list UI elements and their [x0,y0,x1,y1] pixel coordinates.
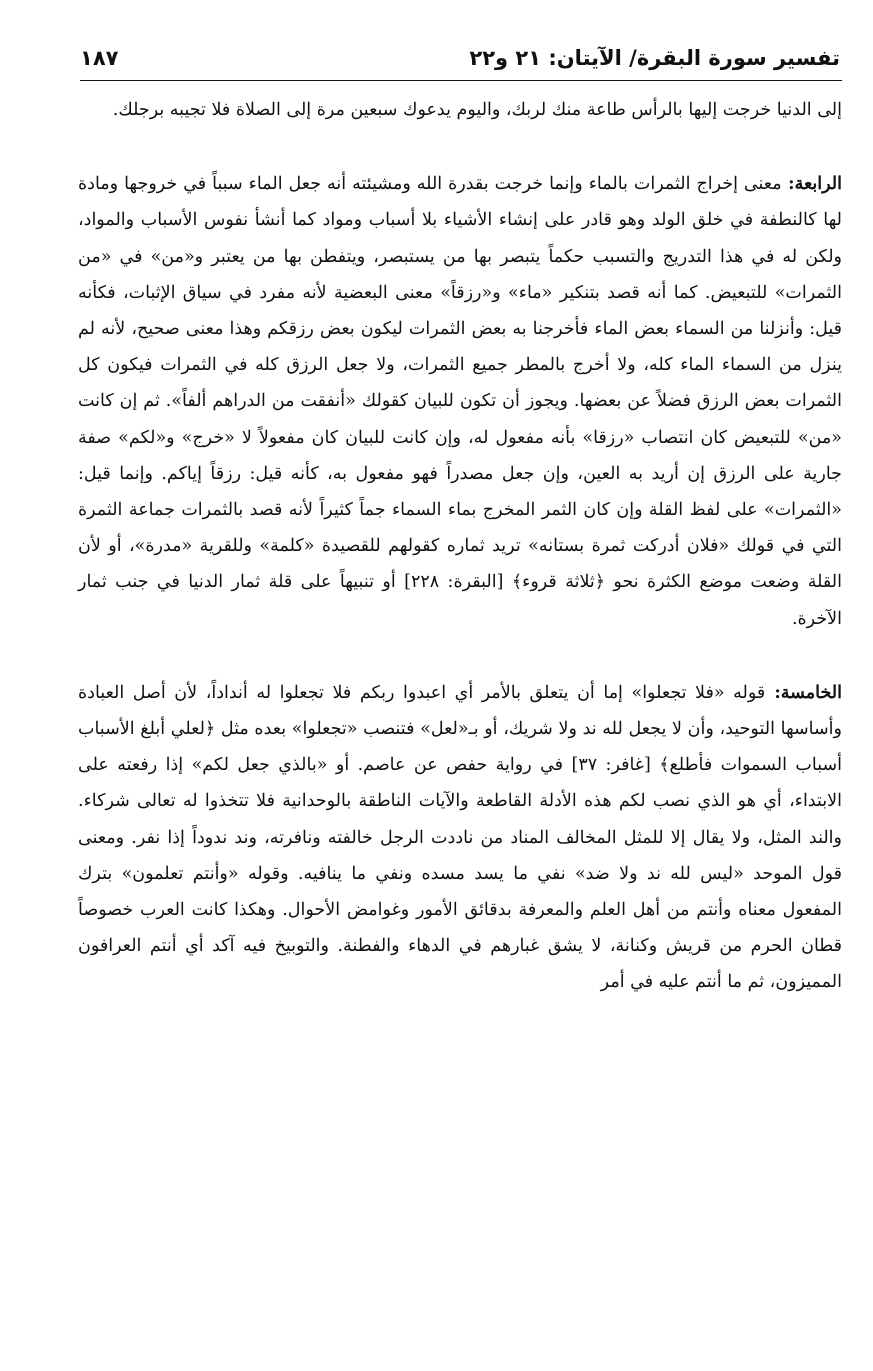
paragraph-text: قوله «فلا تجعلوا» إما أن يتعلق بالأمر أي اعبدوا ربكم فلا تجعلوا له أنداداً، لأن أصل العبادة وأساسها التوحيد، وأن لا يجعل لله ند ولا شريك، أو بـ«لعل» فتنصب «تجعلوا» بعده مثل ﴿لعلي أبلغ الأسباب أسباب السموات فأطلع﴾ [غافر: ٣٧] في رواية حفص عن عاصم. أو «بالذي جعل لكم» إذا رفعته على الابتداء، أي هو الذي نصب لكم هذه الأدلة القاطعة والآيات الناطقة بالوحدانية فلا تتخذوا له تعالى شركاء. والند المثل، ولا يقال إلا للمثل المخالف المناد من ناددت الرجل خالفته ونافرته، وند ندوداً إذا نفر. ومعنى قول الموحد «ليس لله ند ولا ضد» نفي ما يسد مسده ونفي ما ينافيه. وقوله «وأنتم تعلمون» بترك المفعول معناه وأنتم من أهل العلم والمعرفة بدقائق الأمور وغوامض الأحوال. وهكذا كانت العرب خصوصاً قطان الحرم من قريش وكنانة، لا يشق غبارهم في الدهاء والفطنة. والتوبيخ فيه آكد أي أنتم العرافون المميزون، ثم ما أنتم عليه في أمر [78,682,842,993]
page-body [78,92,842,1001]
paragraph-fifth [78,675,842,1001]
page-number: ١٨٧ [80,46,119,70]
paragraph-text: معنى إخراج الثمرات بالماء وإنما خرجت بقدرة الله ومشيئته أنه جعل الماء سبباً في خروجها ومادة لها كالنطفة في خلق الولد وهو قادر على إنشاء الأشياء بلا أسباب ومواد كما أنشأ نفوس الأسباب والمواد، ولكن له في هذا التدريج والتسبب حكماً يتبصر بها من يستبصر، ويتفطن بها من يعتبر و«من» في «من الثمرات» للتبعيض. كما أنه قصد بتنكير «ماء» و«رزقاً» معنى البعضية لأنه مفرد في سياق الإثبات، فكأنه قيل: وأنزلنا من السماء بعض الماء فأخرجنا به بعض الثمرات ليكون بعض رزقكم وهذا معنى صحيح، لأنه لم ينزل من السماء الماء كله، ولا أخرج بالمطر جميع الثمرات، ولا جعل الرزق كله في الثمرات فيكون كل الثمرات بعض الرزق فضلاً عن بعضها. ويجوز أن تكون للبيان كقولك «أنفقت من الدراهم ألفاً». ثم إن كانت «من» للتبعيض كان انتصاب «رزقا» بأنه مفعول له، وإن كانت للبيان كان مفعولاً لا «خرج» و«لكم» صفة جارية على الرزق إن أريد به العين، وإن جعل مصدراً فهو مفعول به، كأنه قيل: رزقاً إياكم. وإنما قيل: «الثمرات» على لفظ القلة وإن كان الثمر المخرج بماء السماء جماً كثيراً لأنه قصد بالثمرات جماعة الثمرة التي في قولك «فلان أدركت ثمرة بستانه» تريد ثماره كقولهم للقصيدة «كلمة» وللقرية «مدرة»، أو لأن القلة وضعت موضع الكثرة نحو ﴿ثلاثة قروء﴾ [البقرة: ٢٢٨] أو تنبيهاً على قلة ثمار الدنيا في جنب ثمار الآخرة. [78,174,842,629]
paragraph-text: إلى الدنيا خرجت إليها بالرأس طاعة منك لربك، واليوم يدعوك سبعين مرة إلى الصلاة فلا تجيبه برجلك. [112,100,842,120]
chapter-title: تفسير سورة البقرة/ الآيتان: ٢١ و٢٢ [469,46,840,70]
header-divider [80,80,842,81]
running-header [80,42,840,78]
paragraph-continuation [78,92,842,128]
paragraph-lead: الخامسة: [765,682,842,703]
paragraph-fourth [78,166,842,637]
paragraph-lead: الرابعة: [781,174,842,195]
